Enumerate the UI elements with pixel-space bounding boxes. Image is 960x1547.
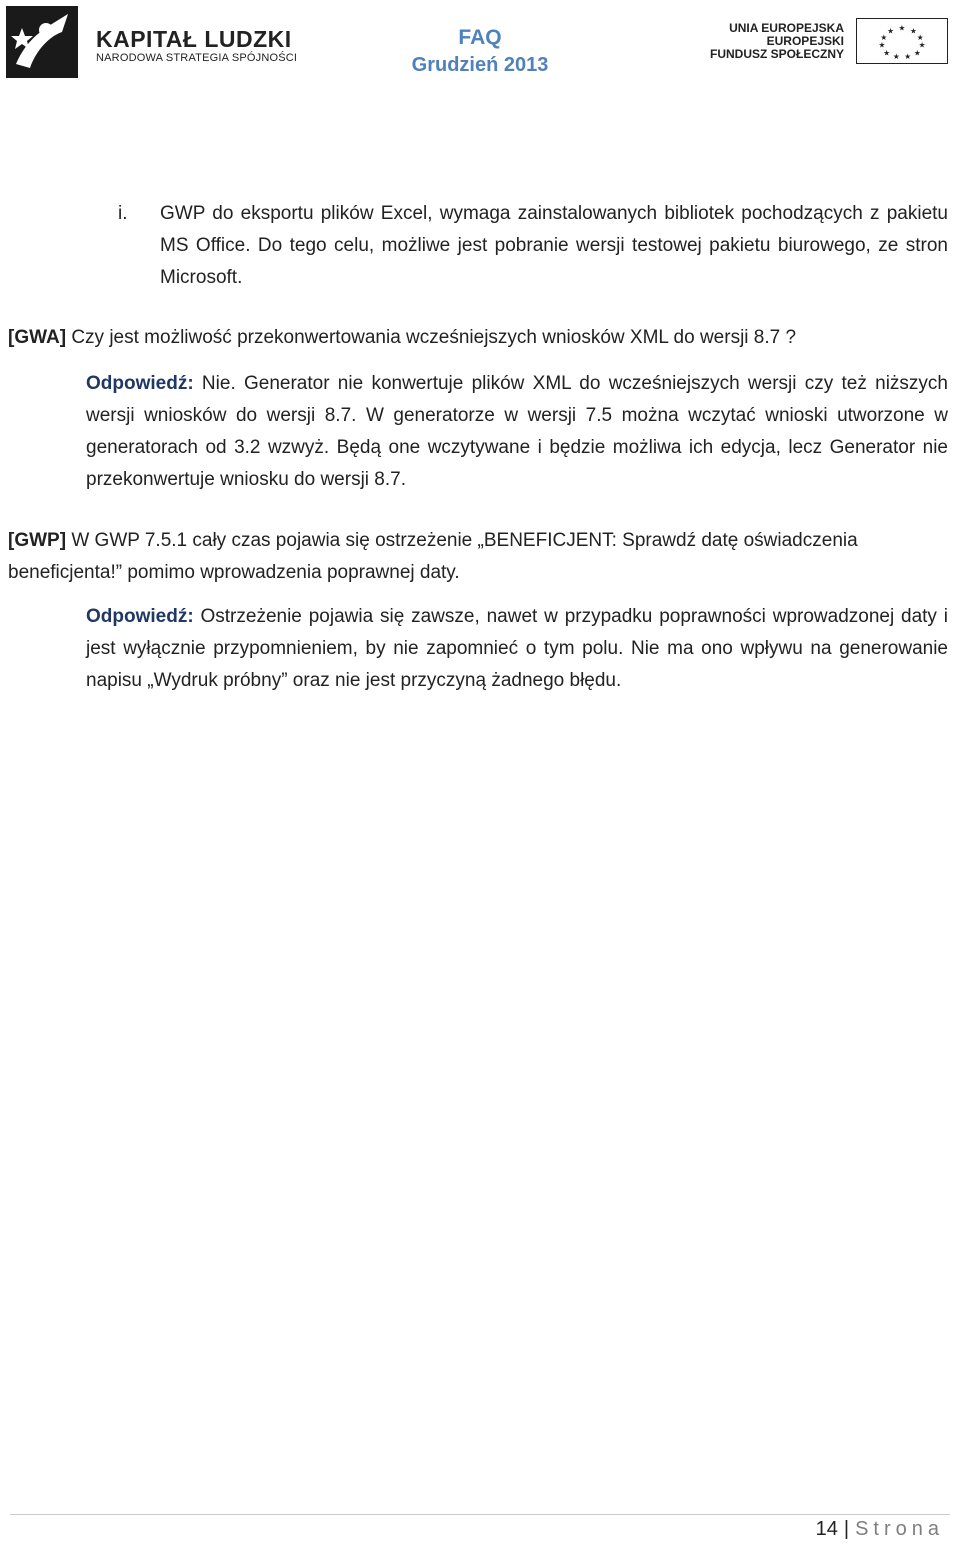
svg-text:★: ★ xyxy=(892,52,900,62)
question-gwa xyxy=(8,322,948,354)
page-footer xyxy=(816,1518,944,1541)
svg-text:★: ★ xyxy=(913,48,921,58)
list-marker: i. xyxy=(118,203,128,224)
list-item-text: GWP do eksportu plików Excel, wymaga zainstalowanych bibliotek pochodzących z pakietu MS Office. Do tego celu, możliwe jest pobranie wersji testowej pakietu biurowego, ze stron Microsoft. xyxy=(160,203,948,288)
answer-label: Odpowiedź: xyxy=(86,373,194,394)
eu-flag-icon xyxy=(856,18,948,64)
page-header xyxy=(0,0,960,100)
answer-text-part1: Nie. Generator nie konwertuje plików XML do wcześniejszych wersji czy też niższych wersji wniosków do wersji 8.7. W generatorze w wersji 7.5 można wczytać wnioski utworzone w generatorach od 3.2 wzwyż. xyxy=(86,373,948,458)
footer-separator: | xyxy=(843,1518,850,1540)
svg-text:★: ★ xyxy=(880,33,888,43)
eu-logo-line2: EUROPEJSKI xyxy=(766,34,844,48)
answer-gwp xyxy=(86,601,948,697)
svg-text:★: ★ xyxy=(916,33,924,43)
answer-text-part2: Będą one wczytywane i będzie możliwa ich edycja, lecz Generator nie przekonwertuje wniosku do wersji 8.7. xyxy=(86,437,948,490)
svg-text:★: ★ xyxy=(883,48,891,58)
answer-gwa xyxy=(86,368,948,496)
answer-text: Ostrzeżenie pojawia się zawsze, nawet w przypadku poprawności wprowadzonej daty i jest wyłącznie przypomnieniem, by nie zapomnieć o tym polu. Nie ma ono wpływu na generowanie napisu „Wydruk próbny” oraz nie jest przyczyną żadnego błędu. xyxy=(86,606,948,691)
svg-text:★: ★ xyxy=(887,26,894,36)
footer-divider xyxy=(10,1514,950,1515)
svg-text:★: ★ xyxy=(910,26,917,36)
answer-label: Odpowiedź: xyxy=(86,606,194,627)
kapital-ludzki-title: KAPITAŁ LUDZKI xyxy=(96,26,292,52)
svg-text:★: ★ xyxy=(878,40,886,50)
eu-logo-text xyxy=(710,22,844,61)
svg-text:★: ★ xyxy=(904,52,912,62)
footer-page-word: Strona xyxy=(855,1518,944,1540)
question-gwp xyxy=(8,525,948,589)
kapital-ludzki-subtitle: NARODOWA STRATEGIA SPÓJNOŚCI xyxy=(96,52,298,64)
question-text: Czy jest możliwość przekonwertowania wcześniejszych wniosków XML do wersji 8.7 ? xyxy=(66,327,797,348)
svg-text:★: ★ xyxy=(898,23,906,33)
page-number: 14 xyxy=(815,1518,838,1540)
header-faq: FAQ xyxy=(458,26,502,49)
eu-logo-line3: FUNDUSZ SPOŁECZNY xyxy=(709,47,844,61)
question-tag: [GWA] xyxy=(8,327,67,348)
header-date: Grudzień 2013 xyxy=(411,54,549,76)
question-tag: [GWP] xyxy=(8,530,67,551)
question-text: W GWP 7.5.1 cały czas pojawia się ostrzeżenie „BENEFICJENT: Sprawdź datę oświadczenia beneficjenta!” pomimo wprowadzenia poprawnej daty. xyxy=(8,530,858,583)
svg-text:★: ★ xyxy=(918,40,926,50)
eu-logo-line1: UNIA EUROPEJSKA xyxy=(729,21,844,35)
